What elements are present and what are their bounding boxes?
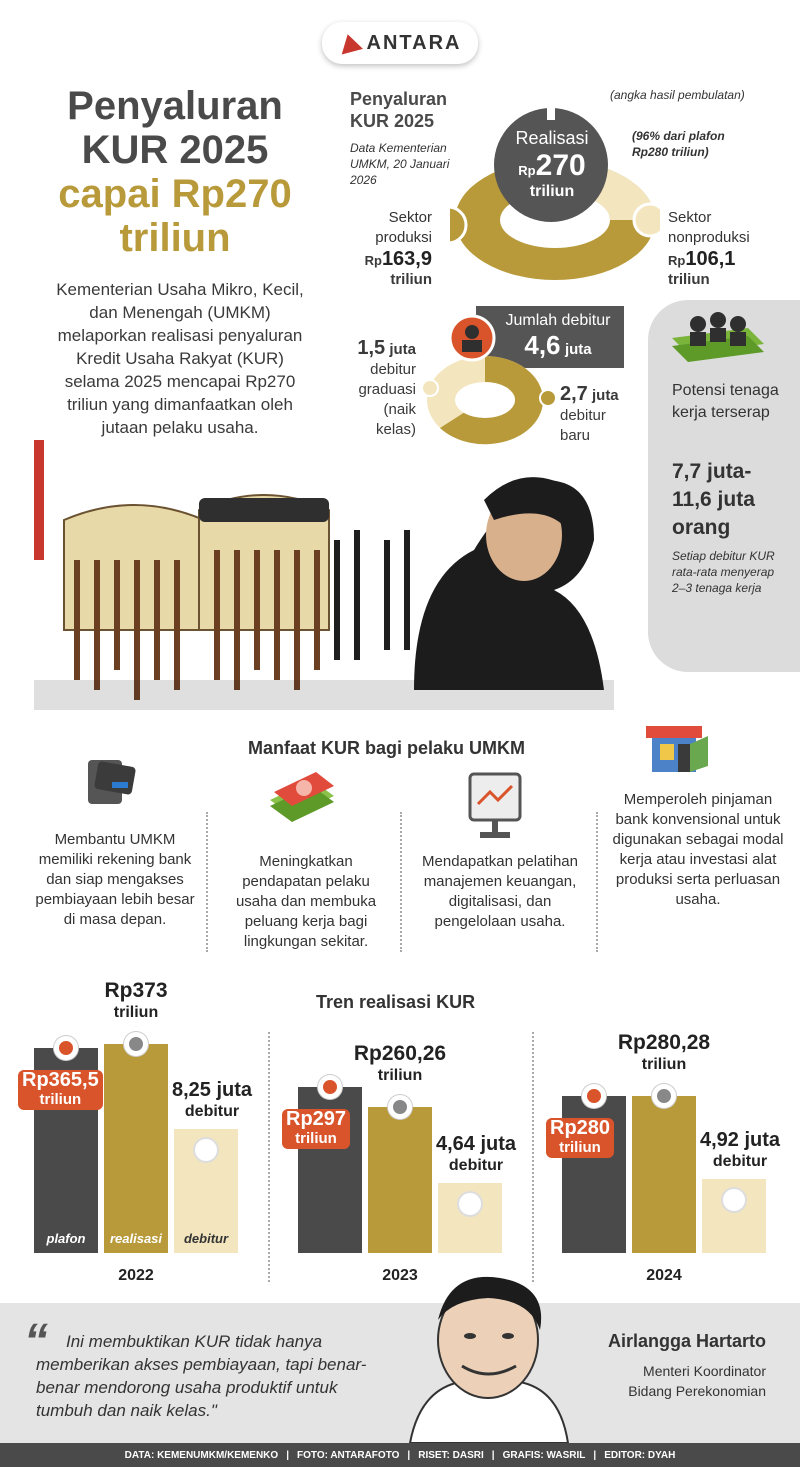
produksi-block xyxy=(344,208,432,288)
store-icon xyxy=(642,714,712,778)
nonproduksi-dot xyxy=(634,204,660,236)
trend-marker-realisasi-2024 xyxy=(652,1084,676,1108)
debtors-total-block xyxy=(498,312,618,361)
debtors-total-unit: juta xyxy=(564,341,592,358)
quote-text: Ini membuktikan KUR tidak hanya memberikan akses pembiayaan, tapi benar-benar mendorong usaha produktif untuk tumbuh dan naik kelas." xyxy=(36,1332,367,1420)
realisasi-amount xyxy=(496,149,608,183)
nonproduksi-unit: triliun xyxy=(668,271,710,288)
realisasi-value-2024: Rp280,28 triliun xyxy=(617,1031,711,1074)
debitur-value-2023: 4,64 juta debitur xyxy=(435,1133,517,1175)
realisasi-value-2022: Rp373 triliun xyxy=(104,979,168,1022)
nonproduksi-rp: Rp xyxy=(668,253,686,268)
labor-note: Setiap debitur KUR rata-rata menyerap 2–3 tenaga kerja xyxy=(672,549,775,595)
percent-note: (96% dari plafon Rp280 triliun) xyxy=(632,129,725,159)
baru-dot xyxy=(540,390,556,406)
benefit-divider-1 xyxy=(206,812,208,952)
baru-unit: juta xyxy=(591,387,619,404)
trend-divider-2 xyxy=(532,1032,534,1282)
debtors-total-value: 4,6 xyxy=(524,330,561,360)
trend-divider-1 xyxy=(268,1032,270,1282)
realisasi-rp: Rp xyxy=(518,163,536,178)
nonproduksi-block xyxy=(668,208,768,288)
realisasi-block xyxy=(496,128,608,201)
realisasi-marker xyxy=(547,100,555,120)
rounding-note: (angka hasil pembulatan) xyxy=(610,88,745,102)
nonproduksi-value: 106,1 xyxy=(685,248,736,270)
realisasi-value-2023: Rp260,26 triliun xyxy=(353,1042,447,1085)
bar-label-debitur: debitur xyxy=(183,1231,229,1246)
trend-bar-realisasi-2023 xyxy=(368,1107,432,1253)
antara-logo xyxy=(322,22,478,64)
produksi-label: Sektor produksi xyxy=(375,209,432,246)
benefit-item-2: Meningkatkan pendapatan pelaku usaha dan membuka peluang kerja bagi lingkungan sekitar. xyxy=(235,853,377,950)
workers-icon xyxy=(668,310,768,366)
money-icon xyxy=(262,770,338,826)
trend-bar-realisasi-2024 xyxy=(632,1096,696,1253)
benefit-divider-2 xyxy=(400,812,402,952)
graduasi-unit: juta xyxy=(389,341,416,358)
produksi-unit: triliun xyxy=(390,271,432,288)
speaker-role: Menteri Koordinator Bidang Perekonomian xyxy=(628,1363,766,1399)
benefit-item-1: Membantu UMKM memiliki rekening bank dan siap mengakses pembiayaan lebih besar di masa depan. xyxy=(35,831,195,928)
baru-block xyxy=(560,384,640,446)
trend-marker-plafon-2024 xyxy=(582,1084,606,1108)
produksi-rp: Rp xyxy=(364,253,382,268)
plafon-value-2024: Rp280 triliun xyxy=(546,1118,614,1158)
plafon-value-2023: Rp297 triliun xyxy=(282,1109,350,1149)
credit-riset: RISET: DASRI xyxy=(418,1449,484,1461)
summary-title: Penyaluran KUR 2025 xyxy=(350,89,448,131)
credit-grafis: GRAFIS: WASRIL xyxy=(502,1449,586,1461)
debitur-value-2022: 8,25 juta debitur xyxy=(171,1079,253,1121)
graduasi-value: 1,5 xyxy=(357,337,386,359)
benefits-title: Manfaat KUR bagi pelaku UMKM xyxy=(248,738,526,758)
trend-marker-realisasi-2022 xyxy=(124,1032,148,1056)
headline-line1: Penyaluran KUR 2025 xyxy=(67,84,283,172)
plafon-value-2022: Rp365,5 triliun xyxy=(18,1070,103,1110)
headline-line2: capai Rp270 triliun xyxy=(58,172,292,260)
photo-illustration xyxy=(34,440,614,710)
credit-data: DATA: KEMENUMKM/KEMENKO xyxy=(124,1449,279,1461)
credits-bar: DATA: KEMENUMKM/KEMENKO | FOTO: ANTARAFOTO | RISET: DASRI | GRAFIS: WASRIL | EDITOR: DYAH xyxy=(0,1443,800,1467)
graduasi-label: debitur graduasi (naik kelas) xyxy=(358,361,416,438)
bar-label-plafon: plafon xyxy=(46,1231,86,1246)
produksi-amount xyxy=(344,248,432,271)
year-label-2023: 2023 xyxy=(382,1267,418,1284)
benefit-divider-3 xyxy=(596,812,598,952)
brand-name: ANTARA xyxy=(366,31,462,54)
trend-title: Tren realisasi KUR xyxy=(316,992,476,1012)
quote-mark-icon: “ xyxy=(24,1315,48,1368)
labor-label: Potensi tenaga kerja terserap xyxy=(672,382,779,421)
realisasi-label: Realisasi xyxy=(515,128,589,148)
realisasi-value: 270 xyxy=(535,149,586,182)
debtor-icon-2024 xyxy=(721,1187,747,1213)
baru-value: 2,7 xyxy=(560,383,588,405)
debtors-hole xyxy=(455,382,515,418)
nonproduksi-label: Sektor nonproduksi xyxy=(668,209,750,246)
nonproduksi-amount xyxy=(668,248,768,271)
benefit-item-4: Memperoleh pinjaman bank konvensional untuk digunakan sebagai modal kerja atau investasi alat produksi serta perluasan usaha. xyxy=(612,791,784,908)
debtors-title: Jumlah debitur xyxy=(505,312,611,329)
labor-value: 7,7 juta-11,6 juta orang xyxy=(672,460,755,539)
summary-source: Data Kementerian UMKM, 20 Januari 2026 xyxy=(350,141,450,187)
year-label-2022: 2022 xyxy=(118,1267,154,1284)
credit-foto: FOTO: ANTARAFOTO xyxy=(297,1449,400,1461)
benefit-item-3: Mendapatkan pelatihan manajemen keuangan, digitalisasi, dan pengelolaan usaha. xyxy=(422,853,578,930)
year-label-2024: 2024 xyxy=(646,1267,682,1284)
card-icon xyxy=(82,752,138,808)
debitur-value-2024: 4,92 juta debitur xyxy=(699,1129,781,1171)
bar-label-realisasi: realisasi xyxy=(109,1231,163,1246)
antara-logo-mark xyxy=(337,31,363,54)
credit-editor: EDITOR: DYAH xyxy=(604,1449,676,1461)
realisasi-unit: triliun xyxy=(529,183,575,200)
debtors-total xyxy=(498,330,618,361)
trend-bar-realisasi-2022 xyxy=(104,1044,168,1253)
intro-text: Kementerian Usaha Mikro, Kecil, dan Menengah (UMKM) melaporkan realisasi penyaluran Kredit Usaha Rakyat (KUR) selama 2025 mencapai Rp270 triliun yang dimanfaatkan oleh jutaan pelaku usaha. xyxy=(56,280,304,437)
graduasi-dot xyxy=(422,380,438,396)
speaker-name: Airlangga Hartarto xyxy=(607,1331,766,1351)
presentation-icon xyxy=(464,770,528,842)
speaker-block xyxy=(560,1330,766,1401)
graduasi-block xyxy=(340,338,416,440)
baru-label: debitur baru xyxy=(560,407,606,444)
speaker-portrait xyxy=(400,1270,570,1443)
produksi-value: 163,9 xyxy=(381,248,432,270)
